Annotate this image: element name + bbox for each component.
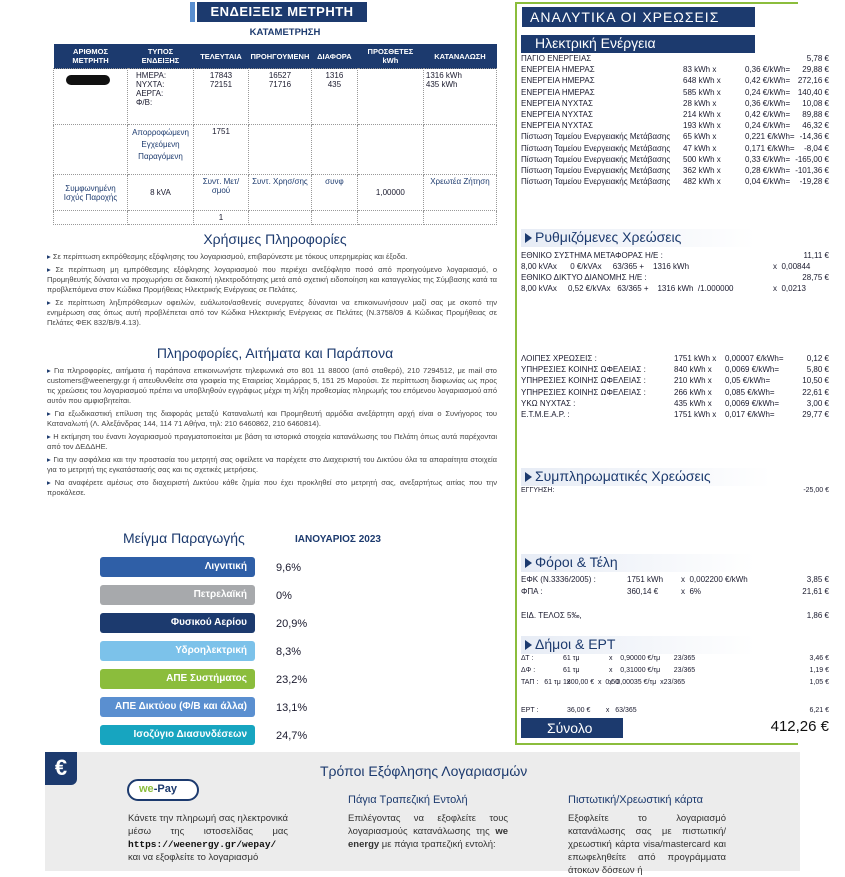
- meter-subtitle: ΚΑΤΑΜΕΤΡΗΣΗ: [249, 27, 321, 38]
- mun-cell-0: ΤΑΠ : 61 τμ x: [521, 679, 571, 686]
- ert-value: 6,21 €: [809, 707, 829, 714]
- other-cell-0: ΥΠΗΡΕΣΙΕΣ ΚΟΙΝΗΣ ΩΦΕΛΕΙΑΣ :: [521, 376, 646, 386]
- other-cell-3: 0,12 €: [806, 354, 829, 363]
- energy-cell-3: -19,28 €: [799, 177, 829, 187]
- power-label: Συμφωνημένη Ισχύς Παροχής: [54, 175, 128, 211]
- useful-title: Χρήσιμες Πληροφορίες: [203, 231, 347, 247]
- regulated-row: [521, 284, 829, 295]
- energy-cell-3: -8,04 €: [804, 143, 829, 153]
- mix-pct-3: 8,3%: [276, 646, 302, 658]
- other-cell-1: 210 kWh x: [674, 376, 712, 386]
- wepay-logo: we-Pay: [127, 779, 199, 801]
- coef-value: 1: [194, 211, 249, 225]
- mix-pct-5: 13,1%: [276, 702, 308, 714]
- mix-bar-4: ΑΠΕ Συστήματος: [100, 669, 255, 689]
- other-cell-2: 0,0069 €/kWh=: [725, 398, 780, 408]
- cosphi-value: 1,00000: [357, 175, 423, 211]
- energy-row: [521, 166, 829, 177]
- energy-cell-0: ΕΝΕΡΓΕΙΑ ΗΜΕΡΑΣ: [521, 76, 595, 86]
- tax-row: [521, 575, 829, 586]
- useful-item: ▸ Σε περίπτωση εκπρόθεσμης εξόφλησης του λογαριασμού, επιβαρύνεστε με τόκους υπερημερίας και έξοδα.: [47, 252, 497, 262]
- energy-row: [521, 132, 829, 143]
- standing-title: Πάγια Τραπεζική Εντολή: [348, 794, 468, 806]
- mun-title-text: Δήμοι & ΕΡΤ: [535, 636, 616, 652]
- extra-label: ΕΓΓΥΗΣΗ:: [521, 487, 555, 494]
- wepay-logo-pay: Pay: [157, 783, 177, 795]
- special-value: 1,86 €: [806, 611, 829, 620]
- coef-label: Συντ. Μετ/σμού: [194, 175, 249, 211]
- mun-cell-2: x 0,00035 €/τμ x23/365: [609, 679, 686, 686]
- mix-pct-6: 24,7%: [276, 730, 308, 742]
- other-cell-2: 0,017 €/kWh=: [725, 410, 775, 419]
- useful-item: ▸ Σε περίπτωση ληξιπρόθεσμων οφειλών, ευάλωτοι/ασθενείς συνεργατες δύνανται να επικοινωνήσουν μαζί σας με σκοπό την ενημέρωση σας όπως αυτή προβλέπεται από τον Κώδικα Ηλεκτρικής Ενέργειας σε Πελάτες (Ν.3758/09 & Κώδικας Προμήθειας σε Πελάτες ΦΕΚ 832/Β/9.4.13).: [47, 298, 497, 328]
- energy-cell-3: 140,40 €: [797, 87, 829, 97]
- tax-cell-3: 3,85 €: [806, 575, 829, 584]
- energy-row: [521, 121, 829, 132]
- other-row: [521, 376, 829, 387]
- energy-row: [521, 110, 829, 121]
- energy-cell-1: 500 kWh x: [683, 154, 721, 164]
- special-label: ΕΙΔ. ΤΕΛΟΣ 5‰,: [521, 611, 582, 620]
- requests-list: [47, 366, 497, 501]
- regulated-cell-1: x 0,0213: [773, 284, 806, 293]
- absorbed-label: Απορροφώμενη Εγχεόμενη Παραγόμενη: [128, 125, 194, 175]
- tax-row: [521, 587, 829, 598]
- energy-cell-3: 46,32 €: [802, 121, 829, 131]
- energy-cell-1: 83 kWh x: [683, 65, 717, 75]
- energy-cell-1: 214 kWh x: [683, 110, 721, 119]
- meter-col-previous: ΠΡΟΗΓΟΥΜΕΝΗ: [249, 44, 312, 69]
- card-title: Πιστωτική/Χρεωστική κάρτα: [568, 794, 703, 806]
- mix-title: Μείγμα Παραγωγής: [123, 530, 245, 546]
- tax-section-title: [521, 554, 755, 572]
- other-row: [521, 410, 829, 421]
- other-cell-2: 0,0069 €/kWh=: [725, 365, 780, 375]
- energy-cell-0: ΠΑΓΙΟ ΕΝΕΡΓΕΙΑΣ: [521, 54, 592, 63]
- requests-item: ▸ Για πληροφορίες, αιτήματα ή παράπονα επικοινωνήστε τηλεφωνικά στο 801 11 88000 (από σταθερό), 210 7294512, με mail στο customers@weenergy.gr ή απευθυνθείτε στα γραφεία της Εταιρείας Χειμάρρας 5, 151 25 Μαρούσι. Σε περίπτωση διαφωνίας ως προς τις χρεώσεις του λογαριασμού πρέπει να υποβληθούν εγγράφως μέχρι τη λήξη προθεσμίας πληρωμής του επόμενου λογαριασμού από αυτόν που αμφισβητείται.: [47, 366, 497, 406]
- regulated-cell-2: 11,11 €: [803, 251, 829, 260]
- energy-cell-1: 648 kWh x: [683, 76, 721, 86]
- energy-cell-2: 0,36 €/kWh=: [745, 98, 791, 108]
- meter-col-extra: ΠΡΟΣΘΕΤΕΣ kWh: [357, 44, 423, 69]
- energy-cell-0: ΕΝΕΡΓΕΙΑ ΝΥΧΤΑΣ: [521, 110, 593, 119]
- energy-cell-2: 0,24 €/kWh=: [745, 87, 791, 97]
- mun-row: [521, 679, 829, 690]
- other-row: [521, 399, 829, 410]
- meter-title-accent: [190, 2, 195, 22]
- requests-item: ▸ Για εξωδικαστική επίλυση της διαφοράς μεταξύ Καταναλωτή και Προμηθευτή αρμόδια ανεξάρτητη αρχή είναι ο Συνήγορος του Καταναλωτή (Λ. Αλεξάνδρας 144, 114 71 Αθήνα, τηλ: 210 6460862, 210 6460814).: [47, 409, 497, 429]
- total-label: Σύνολο: [521, 718, 623, 738]
- other-cell-1: 266 kWh x: [674, 387, 712, 397]
- regulated-cell-0: ΕΘΝΙΚΟ ΣΥΣΤΗΜΑ ΜΕΤΑΦΟΡΑΣ Η/Ε :: [521, 251, 663, 260]
- other-cell-1: 1751 kWh x: [674, 354, 717, 363]
- tax-cell-3: 21,61 €: [802, 587, 829, 596]
- standing-brand: we energy: [348, 826, 509, 850]
- standing-text2: με πάγια τραπεζική εντολή:: [381, 839, 496, 850]
- other-cell-2: 0,085 €/kWh=: [725, 387, 775, 397]
- energy-cell-0: Πίστωση Ταμείου Ενεργειακής Μετάβασης: [521, 143, 671, 153]
- energy-cell-2: 0,36 €/kWh=: [745, 65, 791, 75]
- tax-cell-2: x 0,002200 €/kWh: [681, 575, 748, 584]
- energy-cell-0: Πίστωση Ταμείου Ενεργειακής Μετάβασης: [521, 177, 671, 187]
- requests-item: ▸ Να αναφέρετε αμέσως στο διαχειριστή Δικτύου κάθε ζημία που έχει προκληθεί στο μετρητή σας, ανεξαρτήτως αιτίας που την προκάλεσε.: [47, 478, 497, 498]
- mun-cell-0: ΔΦ :: [521, 667, 536, 674]
- other-cell-0: ΥΚΩ ΝΥΧΤΑΣ :: [521, 398, 576, 408]
- energy-cell-1: 193 kWh x: [683, 121, 721, 131]
- cosphi-label: συνφ: [311, 175, 357, 211]
- meter-previous: 16527 71716: [249, 69, 312, 125]
- energy-cell-0: ΕΝΕΡΓΕΙΑ ΝΥΧΤΑΣ: [521, 121, 593, 131]
- energy-cell-2: 0,42 €/kWh=: [745, 110, 791, 119]
- tax-cell-2: x 6%: [681, 587, 702, 596]
- other-cell-3: 22,61 €: [802, 387, 829, 397]
- mun-cell-3: 1,05 €: [809, 679, 829, 686]
- standing-text: Επιλέγοντας να εξοφλείτε τους λογαριασμούς κατανάλωσης της: [348, 813, 508, 837]
- useful-list: [47, 252, 497, 331]
- energy-section-title: [521, 35, 755, 53]
- energy-cell-2: 0,171 €/kWh=: [745, 143, 795, 153]
- regulated-cell-0: ΕΘΝΙΚΟ ΔΙΚΤΥΟ ΔΙΑΝΟΜΗΣ Η/Ε :: [521, 273, 647, 282]
- meter-col-last: ΤΕΛΕΥΤΑΙΑ: [194, 44, 249, 69]
- energy-cell-1: 362 kWh x: [683, 166, 721, 175]
- requests-title: Πληροφορίες, Αιτήματα και Παράπονα: [156, 345, 394, 361]
- mix-bar-1: Πετρελαϊκή: [100, 585, 255, 605]
- requests-item: ▸ Η εκτίμηση του έναντι λογαριασμού πραγματοποιείται με βάση τα ιστορικά στοιχεία κατανάλωσης του Πελάτη όπως αυτά παρέχονται από τον ΔΕΔΔΗΕ.: [47, 432, 497, 452]
- standing-column: [348, 812, 508, 851]
- regulated-section-title: [521, 229, 755, 247]
- special-row: [521, 611, 829, 622]
- regulated-row: [521, 262, 829, 273]
- mun-cell-1: 61 τμ: [563, 667, 580, 674]
- ert-mid: 36,00 € x 63/365: [567, 707, 637, 714]
- other-cell-1: 840 kWh x: [674, 365, 712, 375]
- meter-title: ΕΝΔΕΙΞΕΙΣ ΜΕΤΡΗΤΗ: [197, 2, 367, 22]
- other-cell-0: ΥΠΗΡΕΣΙΕΣ ΚΟΙΝΗΣ ΩΦΕΛΕΙΑΣ :: [521, 387, 646, 397]
- extra-value: -25,00 €: [803, 487, 829, 494]
- energy-cell-3: 89,88 €: [802, 110, 829, 119]
- wepay-column: [128, 812, 288, 864]
- energy-cell-2: 0,221 €/kWh=: [745, 132, 795, 142]
- meter-col-number: ΑΡΙΘΜΟΣ ΜΕΤΡΗΤΗ: [54, 44, 128, 69]
- energy-cell-1: 65 kWh x: [683, 132, 717, 142]
- mix-bar-5: ΑΠΕ Δικτύου (Φ/Β και άλλα): [100, 697, 255, 717]
- mun-cell-0: ΔΤ :: [521, 655, 534, 662]
- card-text: Εξοφλείτε το λογαριασμό κατανάλωσης σας με πιστωτική/χρεωστική κάρτα visa/mastercard και επωφεληθείτε από προγράμματα άτοκων δόσεων ή: [568, 813, 726, 876]
- mun-cell-1: 61 τμ: [563, 655, 580, 662]
- energy-title-text: Ηλεκτρική Ενέργεια: [535, 35, 656, 51]
- meter-diff: 1316 435: [311, 69, 357, 125]
- energy-cell-2: 0,04 €/kWh=: [745, 177, 791, 187]
- other-cell-3: 5,80 €: [806, 365, 829, 375]
- mun-cell-1: 1300,00 € x 0,50: [563, 679, 620, 686]
- energy-cell-0: Πίστωση Ταμείου Ενεργειακής Μετάβασης: [521, 132, 671, 142]
- charges-frame-top: [515, 2, 798, 4]
- other-cell-1: 1751 kWh x: [674, 410, 717, 419]
- energy-row: [521, 99, 829, 110]
- extra-section-title: [521, 468, 771, 486]
- energy-cell-3: -101,36 €: [795, 166, 829, 175]
- energy-cell-0: ΕΝΕΡΓΕΙΑ ΗΜΕΡΑΣ: [521, 65, 595, 75]
- energy-cell-2: 0,42 €/kWh=: [745, 76, 791, 86]
- energy-cell-0: ΕΝΕΡΓΕΙΑ ΝΥΧΤΑΣ: [521, 98, 593, 108]
- wepay-text: Κάνετε την πληρωμή σας ηλεκτρονικά μέσω της ιστοσελίδας μας: [128, 813, 288, 837]
- absorbed-value: 1751: [194, 125, 249, 175]
- meter-col-consumption: ΚΑΤΑΝΑΛΩΣΗ: [423, 44, 496, 69]
- energy-cell-3: 272,16 €: [797, 76, 829, 86]
- meter-consumption: 1316 kWh 435 kWh: [423, 69, 496, 125]
- mix-pct-0: 9,6%: [276, 562, 302, 574]
- energy-cell-2: 0,24 €/kWh=: [745, 121, 791, 131]
- energy-cell-1: 28 kWh x: [683, 98, 717, 108]
- mun-cell-3: 3,46 €: [809, 655, 829, 662]
- regulated-cell-2: 28,75 €: [802, 273, 829, 282]
- regulated-cell-0: 8,00 kVAx 0,52 €/kVAx 63/365 + 1316 kWh /1.000000: [521, 284, 734, 293]
- mix-pct-4: 23,2%: [276, 674, 308, 686]
- extra-row: [521, 487, 829, 498]
- billed-label: Χρεωτέα Ζήτηση: [423, 175, 496, 211]
- wepay-link[interactable]: https://weenergy.gr/wepay/: [128, 839, 277, 850]
- other-cell-0: ΥΠΗΡΕΣΙΕΣ ΚΟΙΝΗΣ ΩΦΕΛΕΙΑΣ :: [521, 365, 646, 375]
- other-row: [521, 354, 829, 365]
- mix-bar-6: Ισοζύγιο Διασυνδέσεων: [100, 725, 255, 745]
- tax-cell-1: 1751 kWh: [627, 575, 664, 584]
- regulated-cell-0: 8,00 kVAx 0 €/kVAx 63/365 + 1316 kWh: [521, 262, 690, 271]
- energy-row: [521, 65, 829, 76]
- payment-title: Τρόποι Εξόφλησης Λογαριασμών: [320, 763, 528, 779]
- other-cell-0: ΛΟΙΠΕΣ ΧΡΕΩΣΕΙΣ :: [521, 354, 597, 363]
- energy-cell-0: Πίστωση Ταμείου Ενεργειακής Μετάβασης: [521, 154, 671, 164]
- mun-cell-2: x 0,90000 €/τμ 23/365: [609, 655, 696, 662]
- charges-title: ΑΝΑΛΥΤΙΚΑ ΟΙ ΧΡΕΩΣΕΙΣ: [522, 7, 755, 27]
- energy-cell-0: ΕΝΕΡΓΕΙΑ ΗΜΕΡΑΣ: [521, 87, 595, 97]
- other-cell-3: 29,77 €: [802, 410, 829, 419]
- regulated-row: [521, 251, 829, 262]
- tax-cell-0: ΕΦΚ (Ν.3336/2005) :: [521, 575, 596, 584]
- euro-icon: €: [45, 752, 77, 785]
- useful-item: ▸ Σε περίπτωση μη εμπρόθεσμης εξόφλησης λογαριασμού που περιέχει ανεξόφλητο ποσό από προηγούμενο λογαριασμό, ο Προμηθευτής δύναται να προχωρήσει σε διακοπή ηλεκτροδότησης μετά από σχετική ειδοποίηση και καταγγελίας της Σύμβασης κατά τα προβλεπόμενα στον Κώδικα Προμήθειας Ηλεκτρικής Ενέργειας σε Πελάτες.: [47, 265, 497, 295]
- meter-number-redacted: [54, 69, 128, 125]
- ert-label: ΕΡΤ :: [521, 707, 539, 714]
- mun-section-title: [521, 636, 755, 654]
- energy-cell-3: -165,00 €: [795, 154, 829, 164]
- regulated-title-text: Ρυθμιζόμενες Χρεώσεις: [535, 229, 682, 245]
- tax-cell-1: 360,14 €: [627, 587, 659, 596]
- other-cell-3: 3,00 €: [806, 398, 829, 408]
- meter-last: 17843 72151: [194, 69, 249, 125]
- wepay-text2: και να εξοφλείτε το λογαριασμό: [128, 852, 259, 863]
- ert-row: [521, 707, 829, 718]
- mix-bar-0: Λιγνιτική: [100, 557, 255, 577]
- meter-extra: [357, 69, 423, 125]
- coef2-label: Συντ. Χρησ/σης: [249, 175, 312, 211]
- other-cell-3: 10,50 €: [802, 376, 829, 386]
- energy-row: [521, 155, 829, 166]
- energy-cell-1: 482 kWh x: [683, 177, 721, 187]
- mix-period: ΙΑΝΟΥΑΡΙΟΣ 2023: [295, 534, 381, 545]
- tax-cell-0: ΦΠΑ :: [521, 587, 543, 596]
- regulated-cell-1: x 0,00844: [773, 262, 811, 271]
- card-column: [568, 812, 726, 877]
- other-cell-2: 0,00007 €/kWh=: [725, 354, 784, 363]
- mun-row: [521, 667, 829, 678]
- meter-col-diff: ΔΙΑΦΟΡΑ: [311, 44, 357, 69]
- energy-row: [521, 76, 829, 87]
- other-row: [521, 365, 829, 376]
- other-cell-0: Ε.Τ.Μ.Ε.Α.Ρ. :: [521, 410, 570, 419]
- energy-row: [521, 177, 829, 188]
- extra-title-text: Συμπληρωματικές Χρεώσεις: [535, 468, 711, 484]
- energy-cell-3: -14,36 €: [799, 132, 829, 142]
- total-value: 412,26 €: [770, 718, 829, 735]
- mun-cell-3: 1,19 €: [809, 667, 829, 674]
- tax-title-text: Φόροι & Τέλη: [535, 554, 618, 570]
- energy-cell-0: Πίστωση Ταμείου Ενεργειακής Μετάβασης: [521, 166, 671, 175]
- mun-cell-2: x 0,31000 €/τμ 23/365: [609, 667, 696, 674]
- other-cell-1: 435 kWh x: [674, 398, 712, 408]
- energy-row: [521, 144, 829, 155]
- energy-cell-2: 0,33 €/kWh=: [745, 154, 791, 164]
- other-row: [521, 388, 829, 399]
- energy-row: [521, 54, 829, 65]
- mun-row: [521, 655, 829, 666]
- meter-col-type: ΤΥΠΟΣ ΕΝΔΕΙΞΗΣ: [128, 44, 194, 69]
- energy-cell-3: 29,88 €: [802, 65, 829, 75]
- wepay-logo-we: we: [139, 783, 154, 795]
- meter-types: ΗΜΕΡΑ: ΝΥΧΤΑ: ΑΕΡΓΑ: Φ/Β:: [128, 69, 194, 125]
- regulated-row: [521, 273, 829, 284]
- mix-bar-3: Υδροηλεκτρική: [100, 641, 255, 661]
- mix-pct-1: 0%: [276, 590, 292, 602]
- energy-row: [521, 88, 829, 99]
- energy-cell-3: 10,08 €: [802, 98, 829, 108]
- energy-cell-2: 0,28 €/kWh=: [745, 166, 791, 175]
- meter-table: [53, 44, 497, 225]
- other-cell-2: 0,05 €/kWh=: [725, 376, 771, 386]
- energy-cell-1: 585 kWh x: [683, 87, 721, 97]
- power-value: 8 kVA: [128, 175, 194, 211]
- mix-pct-2: 20,9%: [276, 618, 308, 630]
- energy-cell-3: 5,78 €: [806, 54, 829, 63]
- requests-item: ▸ Για την ασφάλεια και την προστασία του μετρητή σας οφείλετε να παρέχετε στο Διαχειριστή του Δικτύου όλα τα απαραίτητα στοιχεία για το μετρητή της εγκατάστασής σας και τις σχετικές μετρήσεις.: [47, 455, 497, 475]
- energy-cell-1: 47 kWh x: [683, 143, 717, 153]
- mix-bar-2: Φυσικού Αερίου: [100, 613, 255, 633]
